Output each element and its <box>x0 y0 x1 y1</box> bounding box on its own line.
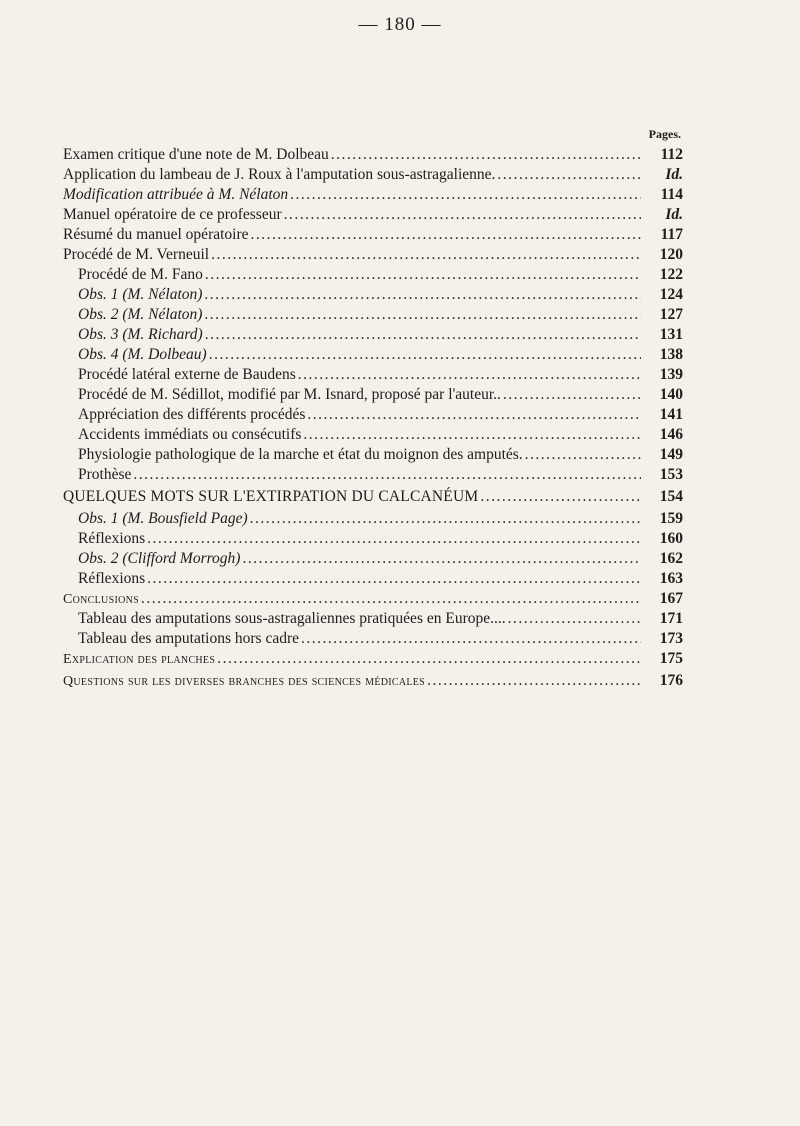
toc-entry-title: Explication des planches <box>63 652 216 667</box>
toc-entry-page: 131 <box>659 326 683 343</box>
toc-entry-title: Obs. 2 (M. Nélaton) <box>78 306 203 323</box>
leader-dots <box>290 185 641 205</box>
toc-entry <box>78 405 683 425</box>
toc-entry-page: 138 <box>659 346 683 363</box>
toc-entry-page: 117 <box>660 226 683 243</box>
toc-entry <box>78 509 683 529</box>
toc-entry-page: 176 <box>659 672 683 689</box>
toc-entry-page: 171 <box>659 610 683 627</box>
toc-entry-page: 127 <box>659 306 683 323</box>
pages-column-label: Pages. <box>648 127 681 141</box>
toc-section-heading <box>63 589 683 609</box>
toc-entry-page: 167 <box>659 590 683 607</box>
toc-entry <box>78 529 683 549</box>
toc-entry <box>63 185 683 205</box>
toc-entry-page: 159 <box>659 510 683 527</box>
toc-entry-title: Résumé du manuel opératoire <box>63 226 249 243</box>
toc-entry-page: 146 <box>659 426 683 443</box>
toc-entry-page: 149 <box>659 446 683 463</box>
toc-entry <box>78 305 683 325</box>
leader-dots <box>204 285 641 305</box>
toc-entry <box>78 425 683 445</box>
toc-entry <box>63 245 683 265</box>
leader-dots <box>217 649 641 669</box>
toc-entry-title: Modification attribuée à M. Nélaton <box>63 186 289 203</box>
leader-dots <box>147 529 641 549</box>
leader-dots <box>331 145 641 165</box>
toc-entry-page: 163 <box>659 570 683 587</box>
toc-entry-page: Id. <box>665 206 683 223</box>
toc-entry-page: 112 <box>660 146 683 163</box>
toc-entry-title: Conclusions <box>63 592 139 607</box>
toc-entry-title: Réflexions <box>78 570 146 587</box>
toc-section-heading <box>63 487 683 507</box>
toc-entry-title: Physiologie pathologique de la marche et état du moignon des amputés. <box>78 446 523 463</box>
leader-dots <box>205 265 641 285</box>
leader-dots <box>141 589 641 609</box>
leader-dots <box>503 385 641 405</box>
toc-entry-title: Tableau des amputations sous-astragaliennes pratiquées en Europe.... <box>78 610 506 627</box>
toc-section-heading <box>63 649 683 669</box>
toc-entry-page: 160 <box>659 530 683 547</box>
toc-entry <box>78 549 683 569</box>
leader-dots <box>133 465 641 485</box>
leader-dots <box>284 205 641 225</box>
toc-entry-title: Procédé de M. Verneuil <box>63 246 210 263</box>
toc-entry <box>78 365 683 385</box>
leader-dots <box>251 225 641 245</box>
toc-entry-page: 120 <box>659 246 683 263</box>
toc-entry-title: Procédé de M. Fano <box>78 266 203 283</box>
toc-entry-title: Application du lambeau de J. Roux à l'amputation sous-astragalienne. <box>63 166 496 183</box>
toc-entry <box>63 205 683 225</box>
leader-dots <box>427 671 641 691</box>
leader-dots <box>211 245 641 265</box>
page-number: — 180 — <box>358 14 442 35</box>
toc-entry-title: Accidents immédiats ou consécutifs <box>78 426 302 443</box>
leader-dots <box>307 405 641 425</box>
toc-entry <box>78 385 683 405</box>
toc-entry-title: Examen critique d'une note de M. Dolbeau <box>63 146 329 163</box>
toc-entry <box>63 225 683 245</box>
toc-entry <box>78 345 683 365</box>
toc-entry <box>63 145 683 165</box>
toc-entry <box>78 285 683 305</box>
toc-entry-title: Manuel opératoire de ce professeur <box>63 206 282 223</box>
toc-entry-page: 173 <box>659 630 683 647</box>
toc-entry <box>78 629 683 649</box>
toc-entry-page: 114 <box>660 186 683 203</box>
leader-dots <box>480 487 641 507</box>
toc-entry <box>78 609 683 629</box>
toc-entry-page: Id. <box>665 166 683 183</box>
toc-entry-title: Tableau des amputations hors cadre <box>78 630 300 647</box>
leader-dots <box>303 425 641 445</box>
toc-entry-title: Prothèse <box>78 466 132 483</box>
leader-dots <box>301 629 641 649</box>
toc-entry-page: 141 <box>659 406 683 423</box>
toc-entry-title: Obs. 4 (M. Dolbeau) <box>78 346 207 363</box>
toc-entry-page: 175 <box>659 650 683 667</box>
toc-entry-page: 162 <box>659 550 683 567</box>
leader-dots <box>147 569 641 589</box>
toc-entry <box>78 445 683 465</box>
toc-entry-page: 153 <box>659 466 683 483</box>
toc-entry-title: Obs. 3 (M. Richard) <box>78 326 203 343</box>
leader-dots <box>250 509 641 529</box>
leader-dots <box>205 325 641 345</box>
toc-entry-title: Obs. 2 (Clifford Morrogh) <box>78 550 241 567</box>
toc-entry-title: Procédé de M. Sédillot, modifié par M. Isnard, proposé par l'auteur.. <box>78 386 501 403</box>
toc-entry-page: 122 <box>659 266 683 283</box>
toc-entry <box>63 165 683 185</box>
leader-dots <box>204 305 641 325</box>
toc-entry-page: 154 <box>659 488 683 505</box>
toc-entry <box>78 265 683 285</box>
toc-entry-title: Appréciation des différents procédés <box>78 406 306 423</box>
toc-entry-title: Obs. 1 (M. Nélaton) <box>78 286 203 303</box>
toc-entry-title: Questions sur les diverses branches des sciences médicales <box>63 674 426 689</box>
leader-dots <box>242 549 641 569</box>
leader-dots <box>298 365 641 385</box>
toc-entry-title: Obs. 1 (M. Bousfield Page) <box>78 510 248 527</box>
toc-entry-title: Réflexions <box>78 530 146 547</box>
leader-dots <box>209 345 641 365</box>
leader-dots <box>525 445 641 465</box>
toc-entry-page: 140 <box>659 386 683 403</box>
toc-section-heading <box>63 671 683 691</box>
toc-entry-page: 124 <box>659 286 683 303</box>
toc-entry <box>78 465 683 485</box>
leader-dots <box>497 165 641 185</box>
toc-entry-title: Procédé latéral externe de Baudens <box>78 366 296 383</box>
toc-entry <box>78 569 683 589</box>
toc-entry-title: QUELQUES MOTS SUR L'EXTIRPATION DU CALCANÉUM <box>63 488 479 505</box>
toc-entry <box>78 325 683 345</box>
toc-entry-page: 139 <box>659 366 683 383</box>
leader-dots <box>508 609 641 629</box>
